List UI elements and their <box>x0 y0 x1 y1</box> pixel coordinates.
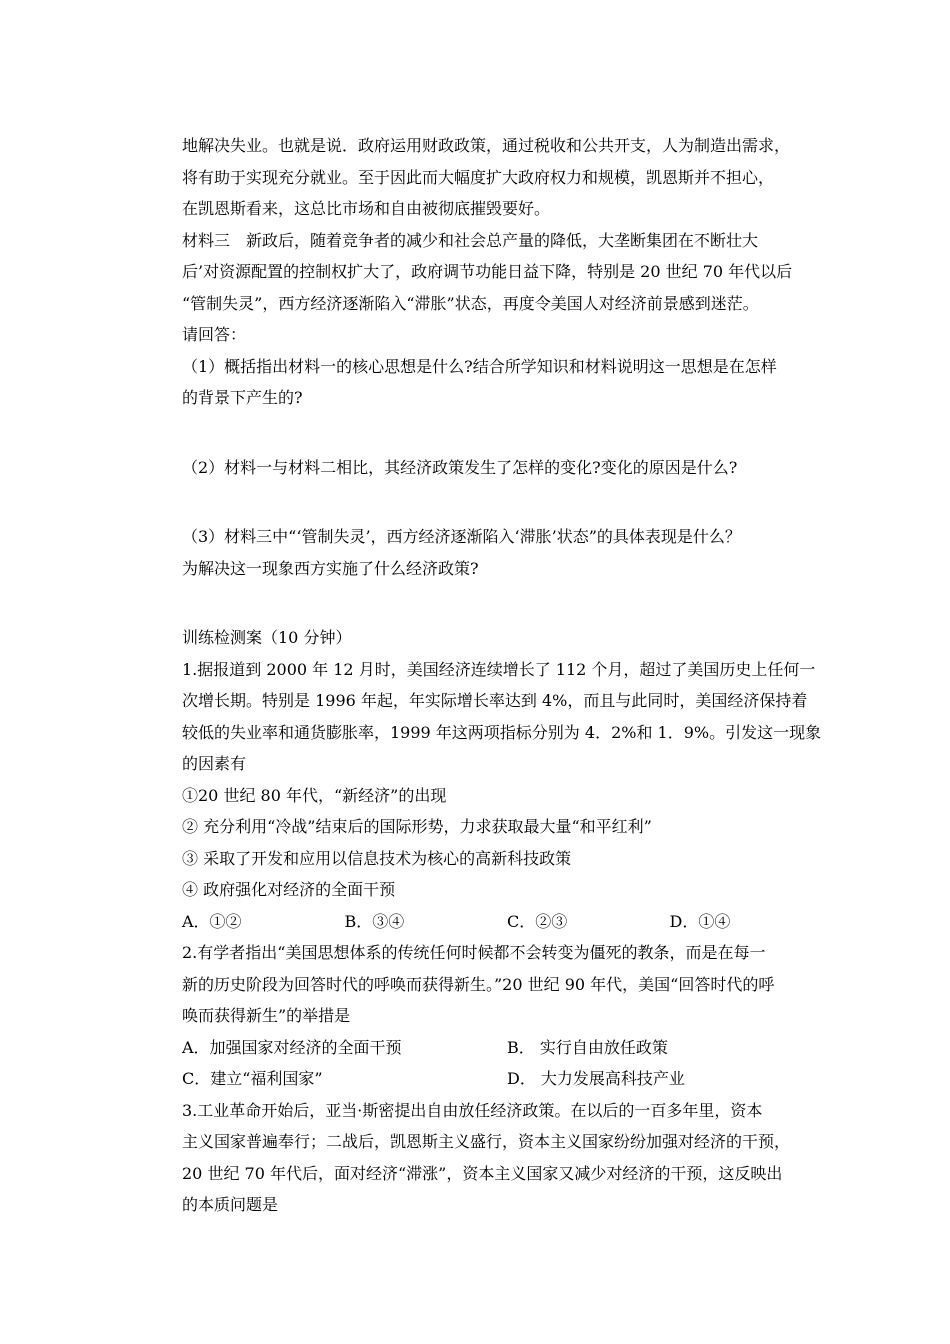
option-d: D．①④ <box>669 911 731 931</box>
question-1-line: 的背景下产生的? <box>182 388 303 407</box>
problem-2-stem-line: 新的历史阶段为回答时代的呼唤而获得新生。”20 世纪 90 年代，美国“回答时代的呼 <box>182 974 775 994</box>
question-3-line: 为解决这一现象西方实施了什么经济政策? <box>182 558 479 578</box>
material-three-line: 后’对资源配置的控制权扩大了，政府调节功能日益下降，特别是 20 世纪 70 年代以后 <box>182 262 793 281</box>
problem-2-options-row <box>182 1063 832 1095</box>
option-a: A．加强国家对经济的全面干预 <box>182 1037 402 1057</box>
problem-1-item: ② 充分利用“冷战”结束后的国际形势，力求获取最大量“和平红利” <box>182 817 652 836</box>
material-three-line: 材料三 新政后，随着竞争者的减少和社会总产量的降低，大垄断集团在不断壮大 <box>182 230 759 250</box>
question-1-line: （1）概括指出材料一的核心思想是什么?结合所学知识和材料说明这一思想是在怎样 <box>182 356 777 376</box>
problem-1-stem-line: 次增长期。特别是 1996 年起，年实际增长率达到 4%，而且与此同时，美国经济保持着 <box>182 691 808 710</box>
problem-1-stem-line: 较低的失业率和通货膨胀率，1999 年这两项指标分别为 4．2%和 1．9%。引发这一现象 <box>182 722 822 742</box>
text-line: 地解决失业。也就是说．政府运用财政政策，通过税收和公共开支，人为制造出需求， <box>182 136 791 155</box>
option-c: C．②③ <box>507 911 568 931</box>
problem-2-stem-line: 唤而获得新生”的举措是 <box>182 1006 351 1025</box>
question-3-line: （3）材料三中“‘管制失灵’，西方经济逐渐陷入‘滞胀’状态”的具体表现是什么？ <box>182 527 741 546</box>
problem-1-item: ①20 世纪 80 年代，“新经济”的出现 <box>182 785 447 805</box>
problem-1-item: ④ 政府强化对经济的全面干预 <box>182 880 396 899</box>
text-line: 在凯恩斯看来，这总比市场和自由被彻底摧毁要好。 <box>182 199 551 218</box>
answer-prompt: 请回答： <box>182 325 247 344</box>
option-b: B． 实行自由放任政策 <box>507 1037 668 1057</box>
text-line: 将有助于实现充分就业。至于因此而大幅度扩大政府权力和规模，凯恩斯并不担心， <box>182 167 775 187</box>
problem-1-stem-line: 1.据报道到 2000 年 12 月时，美国经济连续增长了 112 个月，超过了美国历史上任何一 <box>182 659 816 679</box>
option-c: C．建立“福利国家” <box>182 1069 323 1088</box>
problem-1-item: ③ 采取了开发和应用以信息技术为核心的高新科技政策 <box>182 848 572 868</box>
section-title: 训练检测案（10 分钟） <box>182 628 352 647</box>
problem-3-stem-line: 主义国家普遍奉行；二战后，凯恩斯主义盛行，资本主义国家纷纷加强对经济的干预， <box>182 1132 791 1151</box>
problem-3-stem-line: 的本质问题是 <box>182 1195 279 1214</box>
problem-2-options-row <box>182 1032 832 1064</box>
document-page <box>182 130 832 1221</box>
question-2: （2）材料一与材料二相比，其经济政策发生了怎样的变化?变化的原因是什么? <box>182 457 738 477</box>
option-a: A．①② <box>182 911 242 931</box>
problem-3-stem-line: 3.工业革命开始后，亚当·斯密提出自由放任经济政策。在以后的一百多年里，资本 <box>182 1100 763 1120</box>
problem-2-stem-line: 2.有学者指出“美国思想体系的传统任何时候都不会转变为僵死的教条，而是在每一 <box>182 943 766 962</box>
option-d: D． 大力发展高科技产业 <box>507 1069 685 1088</box>
problem-3-stem-line: 20 世纪 70 年代后，面对经济“滞涨”，资本主义国家又减少对经济的干预，这反映出 <box>182 1163 783 1183</box>
option-b: B．③④ <box>344 911 405 931</box>
problem-1-options <box>182 906 832 938</box>
material-three-line: “管制失灵”，西方经济逐渐陷入“滞胀”状态，再度令美国人对经济前景感到迷茫。 <box>182 293 759 313</box>
problem-1-stem-line: 的因素有 <box>182 754 247 773</box>
